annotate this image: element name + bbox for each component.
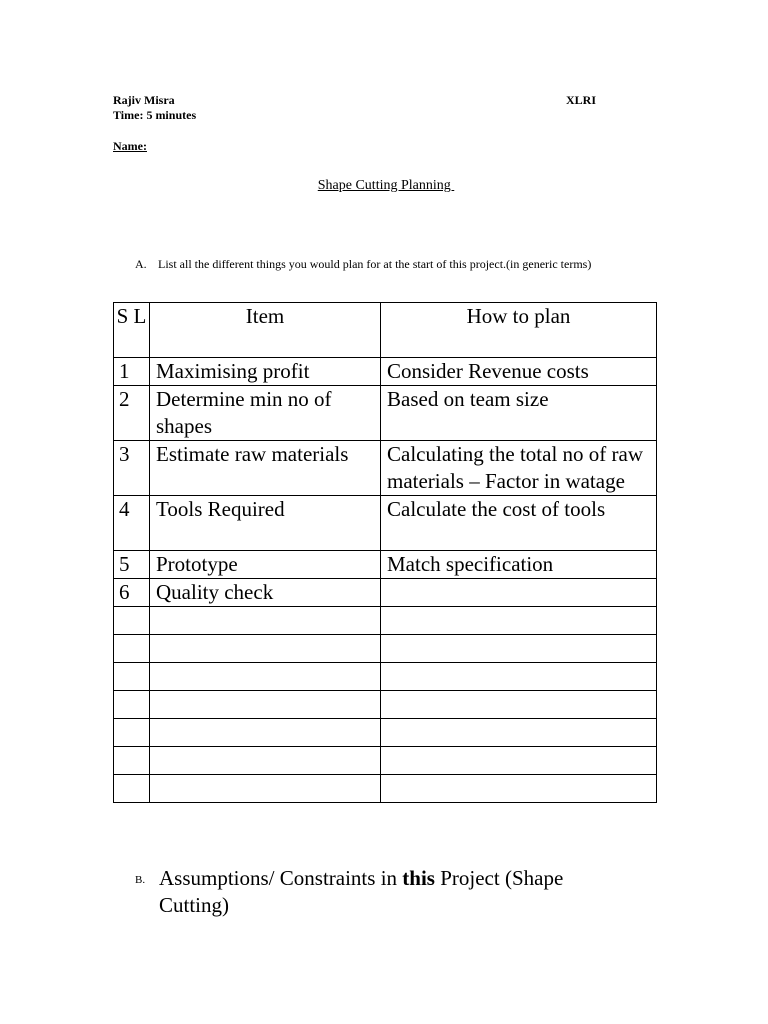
row-sl: 2	[114, 386, 150, 441]
empty-cell	[381, 635, 657, 663]
table-row-empty	[114, 775, 657, 803]
table-row	[114, 551, 657, 579]
time-limit: Time: 5 minutes	[113, 108, 197, 122]
table-row	[114, 358, 657, 386]
table-row-empty	[114, 747, 657, 775]
table-row-empty	[114, 691, 657, 719]
name-label: Name:	[113, 139, 147, 153]
row-how	[381, 579, 657, 607]
column-header-how: How to plan	[381, 303, 657, 358]
section-b-emphasis: this	[402, 866, 435, 890]
row-sl: 4	[114, 496, 150, 551]
section-a-instruction	[135, 257, 591, 272]
empty-cell	[150, 635, 381, 663]
table-row	[114, 386, 657, 441]
row-item: Determine min no of shapes	[150, 386, 381, 441]
empty-cell	[114, 635, 150, 663]
empty-cell	[150, 691, 381, 719]
empty-cell	[381, 607, 657, 635]
section-a-text: List all the different things you would plan for at the start of this project.(in generic terms)	[158, 257, 592, 271]
planning-table	[113, 302, 657, 803]
row-sl: 1	[114, 358, 150, 386]
table-row-empty	[114, 635, 657, 663]
row-item: Quality check	[150, 579, 381, 607]
row-how: Based on team size	[381, 386, 657, 441]
table-row-empty	[114, 719, 657, 747]
empty-cell	[381, 691, 657, 719]
empty-cell	[381, 663, 657, 691]
section-b-text	[159, 865, 635, 919]
row-how: Calculating the total no of raw materials – Factor in watage	[381, 441, 657, 496]
empty-cell	[381, 719, 657, 747]
table-row-empty	[114, 663, 657, 691]
row-sl: 5	[114, 551, 150, 579]
author-name: Rajiv Misra	[113, 93, 175, 107]
empty-cell	[114, 663, 150, 691]
empty-cell	[114, 719, 150, 747]
document-title: Shape Cutting Planning	[317, 178, 455, 193]
row-sl: 6	[114, 579, 150, 607]
empty-cell	[114, 775, 150, 803]
row-item: Estimate raw materials	[150, 441, 381, 496]
table-row	[114, 496, 657, 551]
organization-name: XLRI	[566, 93, 597, 107]
empty-cell	[150, 747, 381, 775]
empty-cell	[150, 607, 381, 635]
empty-cell	[114, 747, 150, 775]
table-header-row	[114, 303, 657, 358]
empty-cell	[150, 663, 381, 691]
empty-cell	[150, 719, 381, 747]
section-b-text-end: Project (Shape Cutting)	[159, 866, 564, 917]
empty-cell	[114, 607, 150, 635]
section-b-text-start: Assumptions/ Constraints in	[159, 866, 403, 890]
empty-cell	[114, 691, 150, 719]
column-header-sl: S L	[114, 303, 150, 358]
section-b-heading	[135, 865, 635, 919]
section-b-marker: B.	[135, 874, 146, 886]
section-a-marker: A.	[135, 257, 147, 271]
empty-cell	[381, 775, 657, 803]
row-how: Consider Revenue costs	[381, 358, 657, 386]
table-row	[114, 441, 657, 496]
empty-cell	[150, 775, 381, 803]
table-row-empty	[114, 607, 657, 635]
row-item: Maximising profit	[150, 358, 381, 386]
row-how: Calculate the cost of tools	[381, 496, 657, 551]
table-row	[114, 579, 657, 607]
column-header-item: Item	[150, 303, 381, 358]
row-how: Match specification	[381, 551, 657, 579]
empty-cell	[381, 747, 657, 775]
row-item: Prototype	[150, 551, 381, 579]
row-sl: 3	[114, 441, 150, 496]
row-item: Tools Required	[150, 496, 381, 551]
